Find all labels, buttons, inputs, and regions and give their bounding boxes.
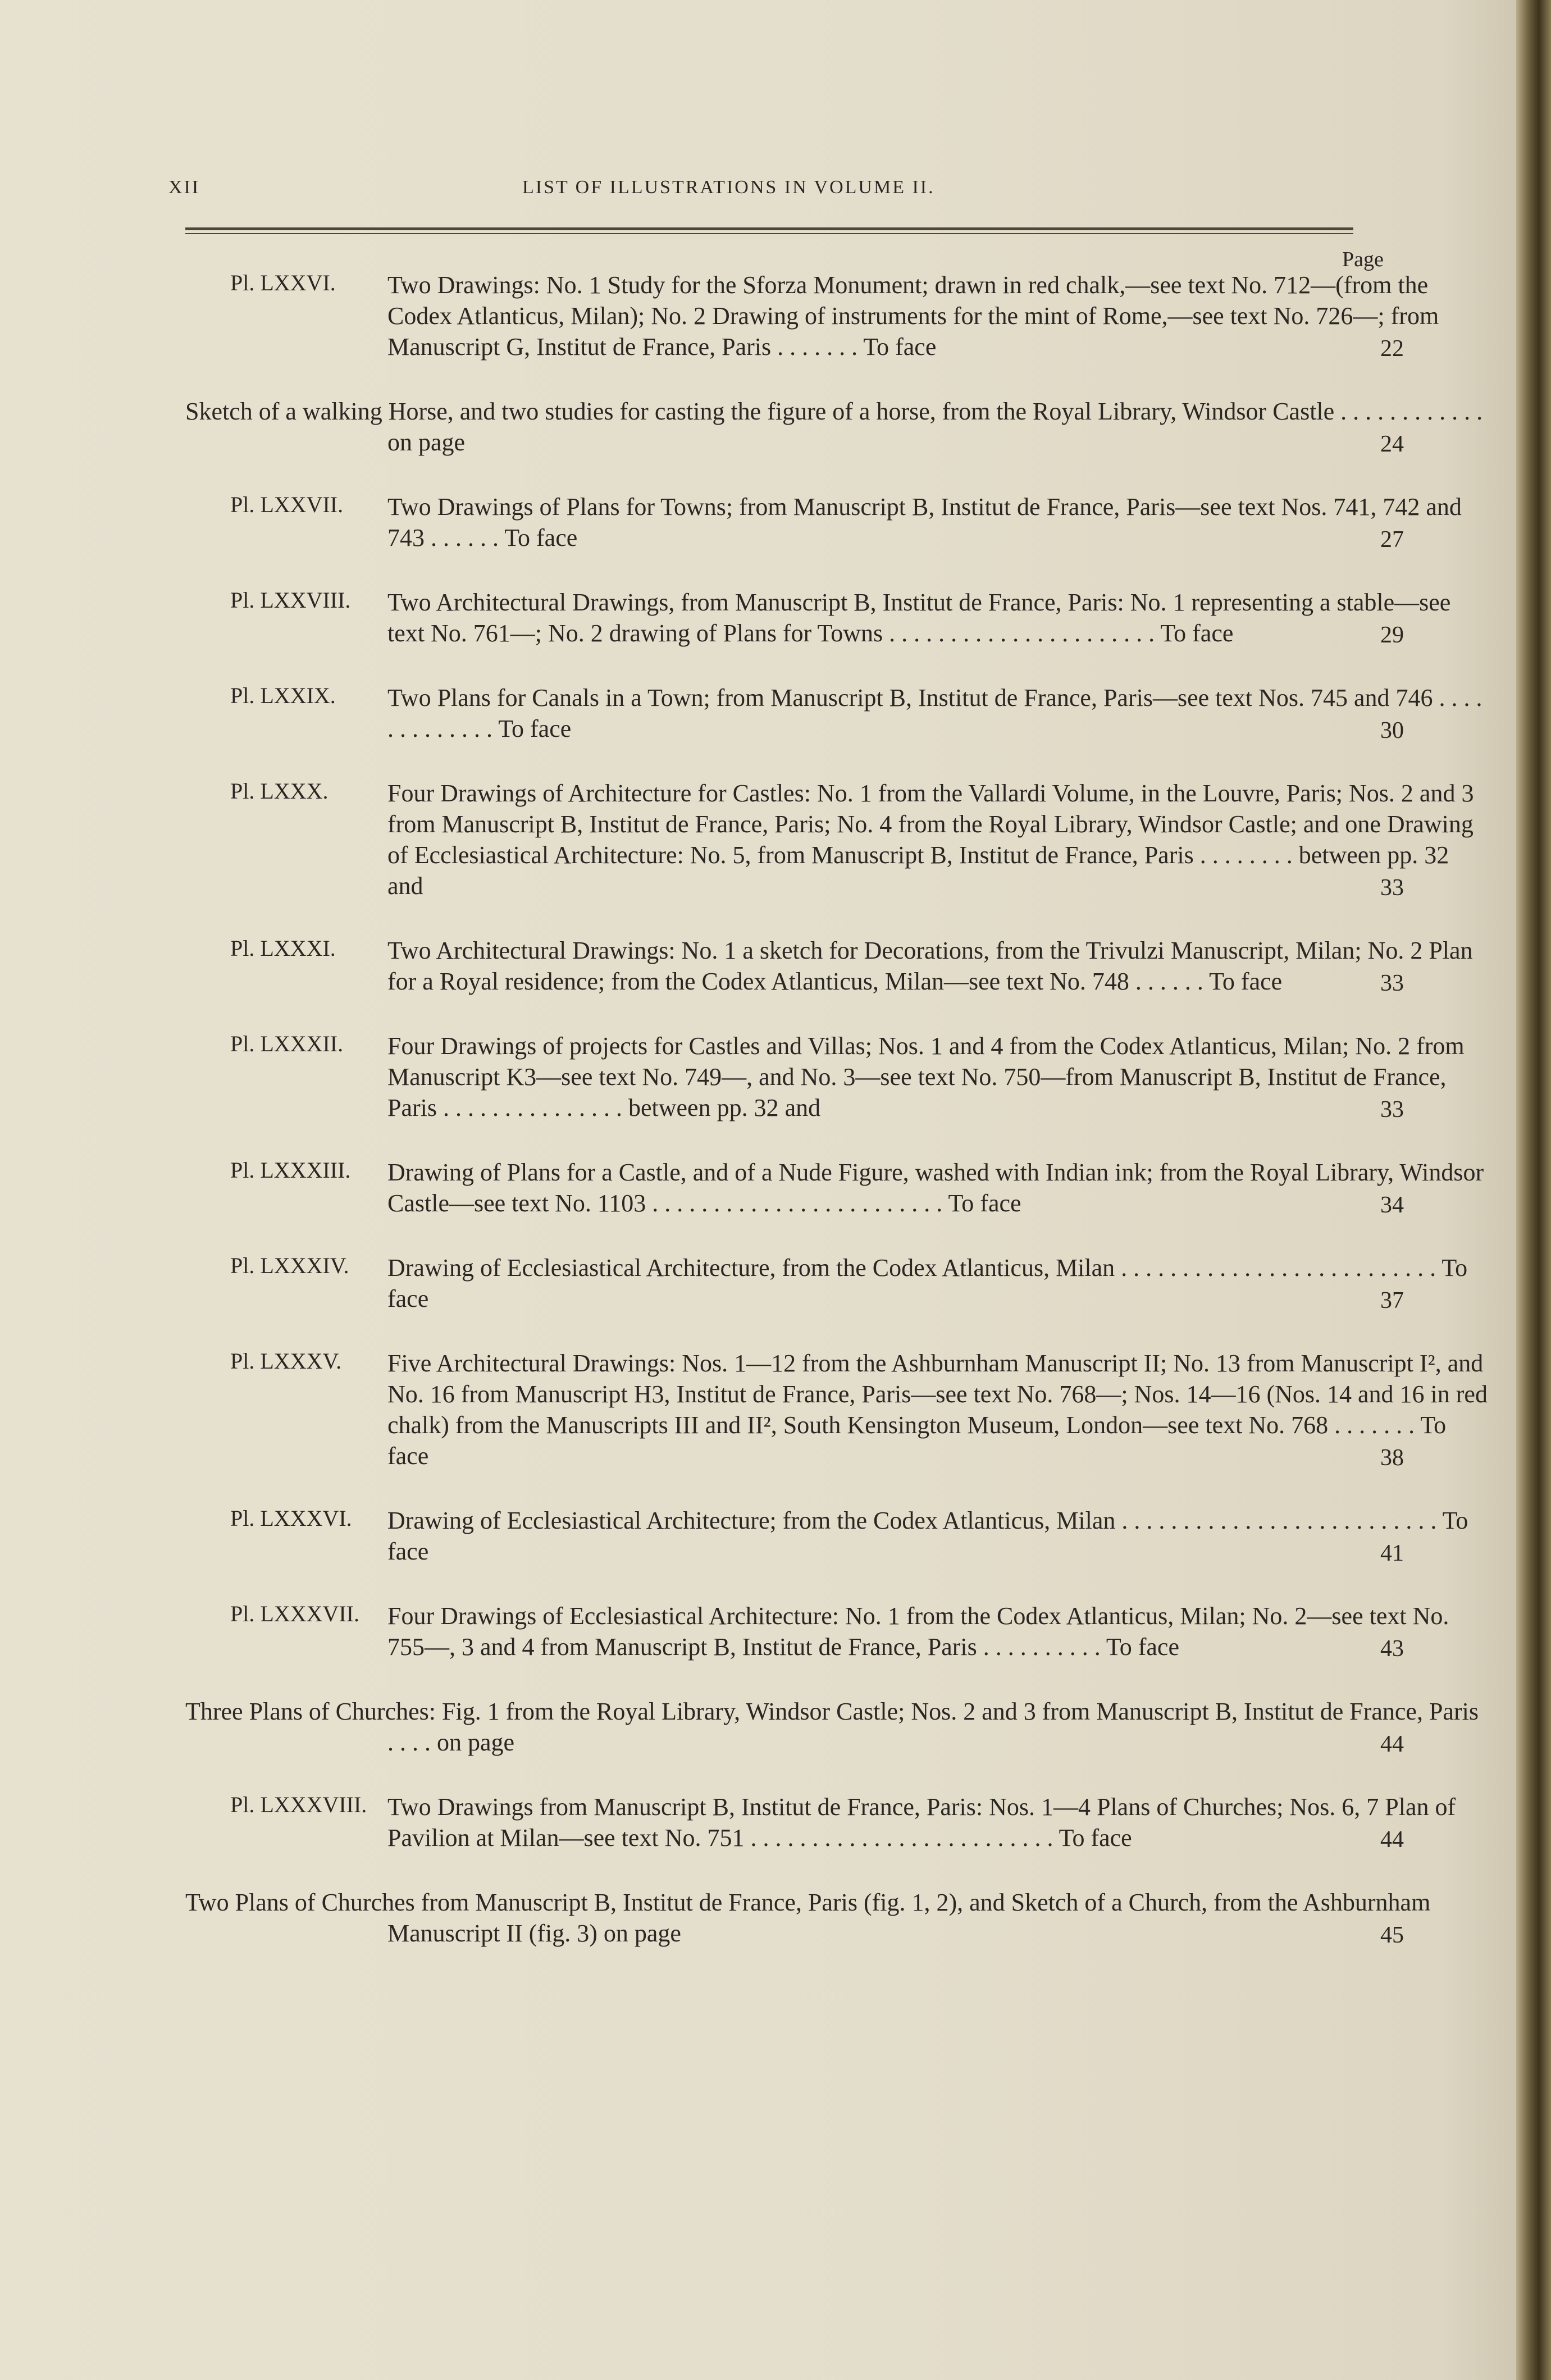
page-number: 33 bbox=[1380, 875, 1404, 901]
plate-number: Pl. LXXIX. bbox=[230, 683, 336, 708]
entry-description: Four Drawings of Architecture for Castles: No. 1 from the Vallardi Volume, in the Louvre, Paris; Nos. 2 and 3 from Manuscript B, Institut de France, Paris; No. 4 from the Royal Library, Windsor Castle; and one Drawing of Ecclesiastical Architecture: No. 5, from Manuscript B, Institut de France, Paris . . . . . . . . between pp. 32 and bbox=[387, 779, 1474, 900]
page-number: 33 bbox=[1380, 970, 1404, 996]
list-entry bbox=[185, 270, 1439, 362]
list-entry bbox=[185, 682, 1482, 744]
page-number: 30 bbox=[1380, 718, 1404, 744]
page-number: 22 bbox=[1380, 336, 1404, 362]
entry-description: Drawing of Ecclesiastical Architecture; from the Codex Atlanticus, Milan . . . . . . . . . . . . . . . . . . . . . . . . . . To face bbox=[387, 1507, 1468, 1565]
page-number: 34 bbox=[1380, 1192, 1404, 1218]
plate-number: Pl. LXXVI. bbox=[230, 270, 336, 295]
plate-number: Pl. LXXVIII. bbox=[230, 587, 351, 613]
plate-number: Pl. LXXXVII. bbox=[230, 1601, 359, 1626]
header-rule bbox=[185, 227, 1353, 230]
page-number: 45 bbox=[1380, 1922, 1404, 1948]
page-number: 27 bbox=[1380, 527, 1404, 553]
list-entry bbox=[185, 1601, 1449, 1662]
book-spine-edge bbox=[1516, 0, 1551, 2380]
entry-description: Four Drawings of Ecclesiastical Architecture: No. 1 from the Codex Atlanticus, Milan; No. 2—see text No. 755—, 3 and 4 from Manuscript B, Institut de France, Paris . . . . . . . . . . To face bbox=[387, 1602, 1449, 1661]
list-entry bbox=[185, 587, 1451, 649]
list-entry bbox=[185, 1887, 1431, 1949]
list-entry bbox=[185, 1252, 1468, 1314]
header-rule-thin bbox=[185, 233, 1353, 234]
page-number: 24 bbox=[1380, 431, 1404, 457]
plate-number: Pl. LXXXVI. bbox=[230, 1506, 352, 1531]
list-entry bbox=[185, 1505, 1468, 1567]
illustration-list bbox=[185, 270, 1488, 1949]
running-title: LIST OF ILLUSTRATIONS IN VOLUME II. bbox=[522, 177, 935, 198]
list-entry bbox=[185, 396, 1483, 458]
entry-description: Drawing of Ecclesiastical Architecture, from the Codex Atlanticus, Milan . . . . . . . . . . . . . . . . . . . . . . . . . . To face bbox=[387, 1254, 1468, 1312]
entry-description: Sketch of a walking Horse, and two studies for casting the figure of a horse, from the Royal Library, Windsor Castle . . . . . . . . . . . . on page bbox=[185, 398, 1483, 456]
list-entry bbox=[185, 1031, 1465, 1123]
page-number: 29 bbox=[1380, 622, 1404, 648]
entry-description: Two Drawings: No. 1 Study for the Sforza Monument; drawn in red chalk,—see text No. 712—(from the Codex Atlanticus, Milan); No. 2 Drawing of instruments for the mint of Rome,—see text No. 726—; from Manuscript G, Institut de France, Paris . . . . . . . To face bbox=[387, 271, 1439, 361]
entry-description: Two Drawings of Plans for Towns; from Manuscript B, Institut de France, Paris—see text Nos. 741, 742 and 743 . . . . . . To face bbox=[387, 493, 1462, 551]
page-number: 38 bbox=[1380, 1445, 1404, 1471]
entry-description: Two Drawings from Manuscript B, Institut de France, Paris: Nos. 1—4 Plans of Churches; Nos. 6, 7 Plan of Pavilion at Milan—see text No. 751 . . . . . . . . . . . . . . . . . . . . . . . . . To face bbox=[387, 1793, 1456, 1852]
page-number: 41 bbox=[1380, 1540, 1404, 1566]
plate-number: Pl. LXXXVIII. bbox=[230, 1792, 367, 1817]
entry-description: Two Plans for Canals in a Town; from Manuscript B, Institut de France, Paris—see text Nos. 745 and 746 . . . . . . . . . . . . . To face bbox=[387, 684, 1482, 742]
plate-number: Pl. LXXXV. bbox=[230, 1348, 342, 1374]
entry-description: Two Architectural Drawings, from Manuscript B, Institut de France, Paris: No. 1 representing a stable—see text No. 761—; No. 2 drawing of Plans for Towns . . . . . . . . . . . . . . . . . . . . . . To face bbox=[387, 589, 1451, 647]
entry-description: Four Drawings of projects for Castles and Villas; Nos. 1 and 4 from the Codex Atlanticus, Milan; No. 2 from Manuscript K3—see text No. 749—, and No. 3—see text No. 750—from Manuscript B, Institut de France, Paris . . . . . . . . . . . . . . . between pp. 32 and bbox=[387, 1032, 1465, 1121]
page-number: 44 bbox=[1380, 1827, 1404, 1853]
page-number: 37 bbox=[1380, 1288, 1404, 1314]
page-number: 43 bbox=[1380, 1636, 1404, 1662]
plate-number: Pl. LXXVII. bbox=[230, 492, 344, 517]
entry-description: Three Plans of Churches: Fig. 1 from the Royal Library, Windsor Castle; Nos. 2 and 3 from Manuscript B, Institut de France, Paris . . . . on page bbox=[185, 1698, 1479, 1756]
list-entry bbox=[185, 1157, 1484, 1219]
list-entry bbox=[185, 935, 1473, 997]
page-column-label: Page bbox=[1342, 248, 1384, 271]
list-entry bbox=[185, 491, 1462, 553]
plate-number: Pl. LXXXIII. bbox=[230, 1157, 351, 1183]
entry-description: Five Architectural Drawings: Nos. 1—12 from the Ashburnham Manuscript II; No. 13 from Manuscript I², and No. 16 from Manuscript H3, Institut de France, Paris—see text No. 768—; Nos. 14—16 (Nos. 14 and 16 in red chalk) from the Manuscripts III and II², South Kensington Museum, London—see text No. 768 . . . . . . . To face bbox=[387, 1349, 1488, 1470]
list-entry bbox=[185, 1348, 1488, 1471]
running-head bbox=[0, 177, 1516, 211]
page-number: 44 bbox=[1380, 1731, 1404, 1757]
list-entry bbox=[185, 1696, 1479, 1758]
list-entry bbox=[185, 1791, 1456, 1853]
plate-number: Pl. LXXXI. bbox=[230, 936, 336, 961]
page-folio: XII bbox=[168, 177, 200, 198]
entry-description: Two Architectural Drawings: No. 1 a sketch for Decorations, from the Trivulzi Manuscript, Milan; No. 2 Plan for a Royal residence; from the Codex Atlanticus, Milan—see text No. 748 . . . . . . To face bbox=[387, 937, 1473, 995]
list-entry bbox=[185, 778, 1474, 901]
plate-number: Pl. LXXXIV. bbox=[230, 1253, 349, 1278]
plate-number: Pl. LXXXII. bbox=[230, 1031, 344, 1056]
plate-number: Pl. LXXX. bbox=[230, 778, 329, 804]
entry-description: Drawing of Plans for a Castle, and of a Nude Figure, washed with Indian ink; from the Royal Library, Windsor Castle—see text No. 1103 . . . . . . . . . . . . . . . . . . . . . . . . To face bbox=[387, 1159, 1484, 1217]
entry-description: Two Plans of Churches from Manuscript B, Institut de France, Paris (fig. 1, 2), and Sketch of a Church, from the Ashburnham Manuscript II (fig. 3) on page bbox=[185, 1889, 1431, 1947]
page-number: 33 bbox=[1380, 1097, 1404, 1123]
